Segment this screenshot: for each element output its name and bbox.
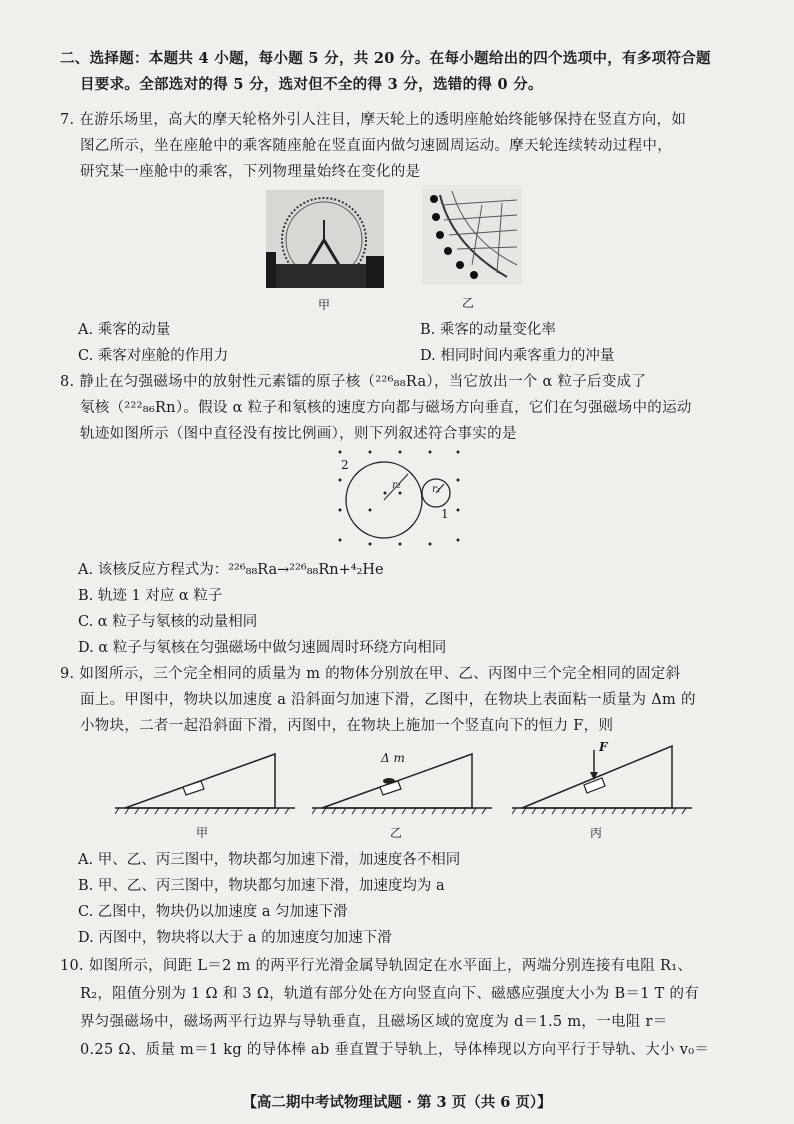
- trajectory-label-1: 1: [441, 507, 449, 521]
- page-footer: 【高二期中考试物理试题 · 第 3 页（共 6 页）】: [242, 1094, 552, 1111]
- q8-option-b: B. 轨迹 1 对应 α 粒子: [78, 588, 223, 604]
- q9-caption-a: 甲: [196, 826, 209, 840]
- q9-text-line3: 小物块，二者一起沿斜面下滑，丙图中，在物块上施加一个竖直向下的恒力 F，则: [80, 718, 614, 734]
- section-heading-line1: 二、选择题：本题共 4 小题，每小题 5 分，共 20 分。在每小题给出的四个选项中，有多项符合题: [60, 50, 711, 67]
- incline-figure-a: [115, 748, 295, 818]
- q8-text-line2: 氡核（²²²₈₆Rn）。假设 α 粒子和氡核的速度方向都与磁场方向垂直，它们在匀强磁场中的运动: [80, 400, 692, 416]
- q9-option-a: A. 甲、乙、丙三图中，物块都匀加速下滑，加速度各不相同: [78, 852, 461, 868]
- q8-text-line3: 轨迹如图所示（图中直径没有按比例画），则下列叙述符合事实的是: [80, 426, 517, 442]
- q8-option-a: A. 该核反应方程式为：²²⁶₈₈Ra→²²⁶₈₈Rn+⁴₂He: [78, 562, 384, 578]
- section-heading-line2: 目要求。全部选对的得 5 分，选对但不全的得 3 分，选错的得 0 分。: [80, 76, 543, 93]
- q9-option-d: D. 丙图中，物块将以大于 a 的加速度匀加速下滑: [78, 930, 392, 946]
- q7-option-d: D. 相同时间内乘客重力的冲量: [420, 348, 615, 364]
- q7-fig-caption-left: 甲: [318, 298, 331, 312]
- q9-option-b: B. 甲、乙、丙三图中，物块都匀加速下滑，加速度均为 a: [78, 878, 445, 894]
- q10-text-line1: 10. 如图所示，间距 L＝2 m 的两平行光滑金属导轨固定在水平面上，两端分别连接有电阻 R₁、: [60, 958, 693, 974]
- q7-text-line1: 7. 在游乐场里，高大的摩天轮格外引人注目，摩天轮上的透明座舱始终能够保持在竖直方向，如: [60, 112, 687, 128]
- q7-fig-caption-right: 乙: [462, 296, 475, 310]
- q9-text-line1: 9. 如图所示，三个完全相同的质量为 m 的物体分别放在甲、乙、丙图中三个完全相同的固定斜: [60, 666, 681, 682]
- trajectory-label-2: 2: [341, 458, 349, 472]
- q7-text-line3: 研究某一座舱中的乘客，下列物理量始终在变化的是: [80, 164, 421, 180]
- q9-caption-c: 丙: [590, 826, 603, 840]
- q7-option-a: A. 乘客的动量: [78, 322, 171, 338]
- q8-option-d: D. α 粒子与氡核在匀强磁场中做匀速圆周时环绕方向相同: [78, 640, 447, 656]
- q9-option-c: C. 乙图中，物块仍以加速度 a 匀加速下滑: [78, 904, 348, 920]
- ferris-wheel-photo: [266, 190, 384, 288]
- q8-option-c: C. α 粒子与氡核的动量相同: [78, 614, 258, 630]
- q8-text-line1: 8. 静止在匀强磁场中的放射性元素镭的原子核（²²⁶₈₈Ra），当它放出一个 α 粒子后变成了: [60, 374, 647, 390]
- q7-option-b: B. 乘客的动量变化率: [420, 322, 556, 338]
- q9-caption-b: 乙: [390, 826, 403, 840]
- q9-text-line2: 面上。甲图中，物块以加速度 a 沿斜面匀加速下滑，乙图中，在物块上表面粘一质量为 Δm 的: [80, 692, 696, 708]
- radius-label-r2: r₂: [392, 480, 401, 491]
- q7-option-c: C. 乘客对座舱的作用力: [78, 348, 229, 364]
- wheel-closeup-figure: [422, 185, 522, 285]
- q9-force-f-label: F: [599, 740, 608, 754]
- magnetic-field-trajectory-diagram: [330, 448, 470, 550]
- q10-text-line3: 界匀强磁场中，磁场两平行边界与导轨垂直，且磁场区域的宽度为 d＝1.5 m，一电阻 r＝: [80, 1014, 668, 1030]
- q10-text-line4: 0.25 Ω、质量 m＝1 kg 的导体棒 ab 垂直置于导轨上，导体棒现以方向平行于导轨、大小 v₀＝: [80, 1042, 710, 1058]
- q9-delta-m-label: Δ m: [381, 751, 405, 765]
- q10-text-line2: R₂，阻值分别为 1 Ω 和 3 Ω，轨道有部分处在方向竖直向下、磁感应强度大小为 B＝1 T 的有: [80, 986, 700, 1002]
- radius-label-r1: r₁: [432, 484, 441, 495]
- q7-text-line2: 图乙所示，坐在座舱中的乘客随座舱在竖直面内做匀速圆周运动。摩天轮连续转动过程中，: [80, 138, 672, 154]
